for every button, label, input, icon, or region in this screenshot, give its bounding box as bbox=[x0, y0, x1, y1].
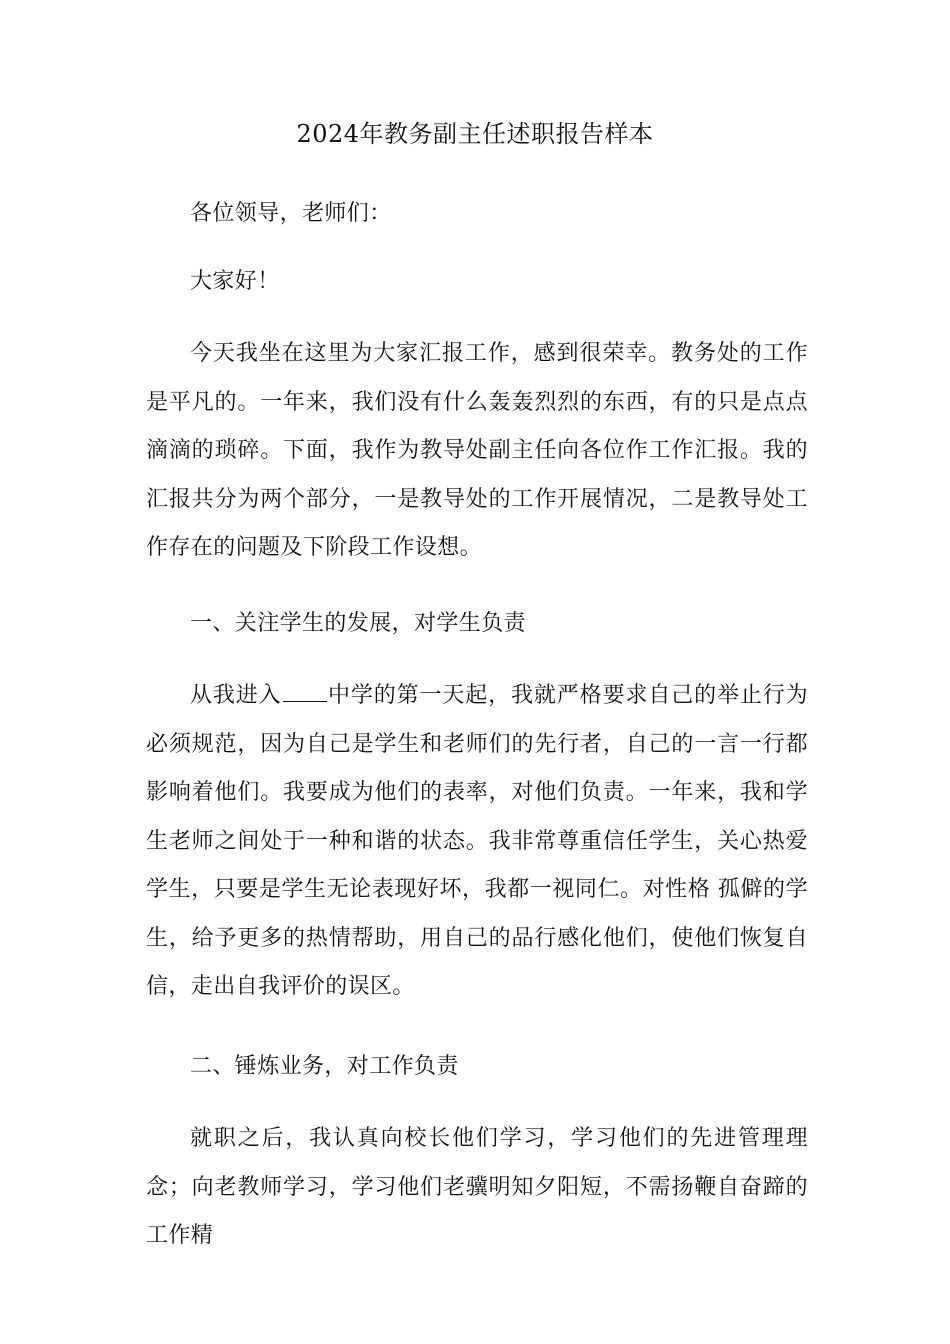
greeting: 大家好！ bbox=[190, 269, 280, 294]
section-1-text-start: 从我进入 bbox=[190, 683, 282, 708]
section-2-paragraph: 就职之后，我认真向校长他们学习，学习他们的先进管理理念；向老教师学习，学习他们老骥明知夕阳短，不需扬鞭自奋蹄的工作精 bbox=[146, 1126, 808, 1248]
salutation: 各位领导，老师们： bbox=[190, 201, 392, 226]
section-1-text-rest: 中学的第一天起，我就严格要求自己的举止行为必须规范，因为自己是学生和老师们的先行者，自己的一言一行都影响着他们。我要成为他们的表率，对他们负责。一年来，我和学生老师之间处于一种和谐的状态。我非常尊重信任学生，关心热爱学生，只要是学生无论表现好坏，我都一视同仁。对性格 孤僻的学生，给予更多的热情帮助，用自己的品行感化他们，使他们恢复自信，走出自我评价的误区。 bbox=[146, 683, 808, 999]
intro-paragraph: 今天我坐在这里为大家汇报工作，感到很荣幸。教务处的工作是平凡的。一年来，我们没有什么轰轰烈烈的东西，有的只是点点滴滴的琐碎。下面，我作为教导处副主任向各位作工作汇报。我的汇报共分为两个部分，一是教导处的工作开展情况，二是教导处工作存在的问题及下阶段工作设想。 bbox=[146, 341, 808, 560]
document-title: 2024年教务副主任述职报告样本 bbox=[296, 120, 654, 148]
section-1-paragraph bbox=[146, 672, 808, 1012]
section-2-heading: 二、锤炼业务，对工作负责 bbox=[190, 1054, 459, 1079]
section-1-heading: 一、关注学生的发展，对学生负责 bbox=[190, 611, 527, 636]
fill-in-blank bbox=[283, 683, 327, 702]
